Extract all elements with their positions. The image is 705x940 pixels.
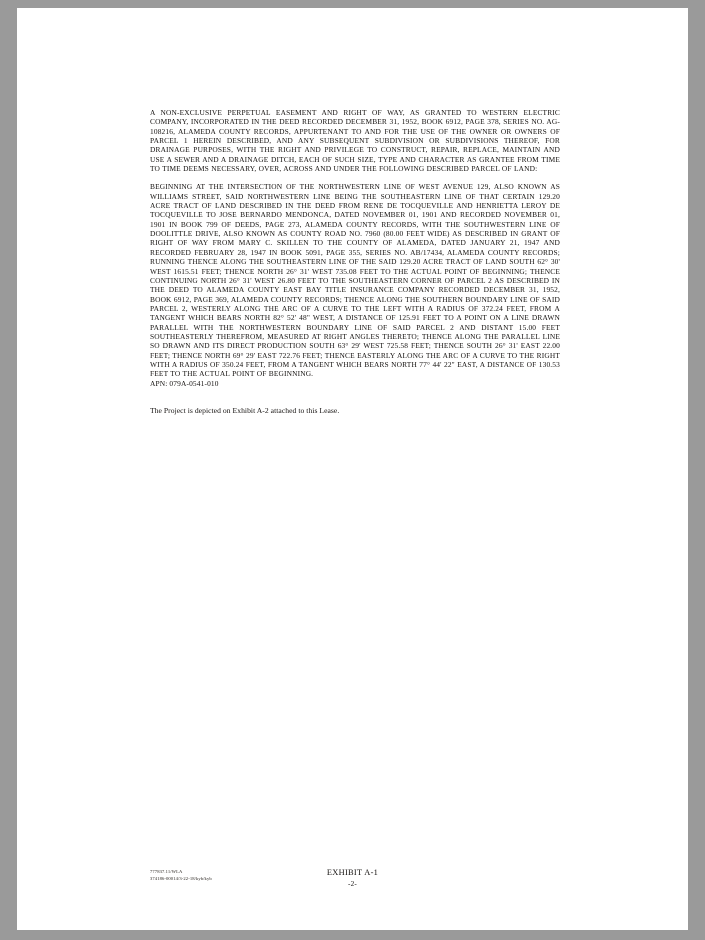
easement-grant-paragraph: A NON-EXCLUSIVE PERPETUAL EASEMENT AND RIGHT OF WAY, AS GRANTED TO WESTERN ELECTRIC COMPANY, INCORPORATED IN THE DEED RECORDED DECEMBER 31, 1952, BOOK 6912, PAGE 378, SERIES NO. AG-108216, ALAMEDA COUNTY RECORDS, APPURTENANT TO AND FOR THE USE OF THE OWNER OR OWNERS OF PARCEL 1 HEREIN DESCRIBED, AND ANY SUBSEQUENT SUBDIVISION OR SUBDIVISIONS THEREOF, FOR DRAINAGE PURPOSES, WITH THE RIGHT AND PRIVILEGE TO CONSTRUCT, REPAIR, REPLACE, MAINTAIN AND USE A SEWER AND A DRAINAGE DITCH, EACH OF SUCH SIZE, TYPE AND CHARACTER AS GRANTEE FROM TIME TO TIME DEEMS NECESSARY, OVER, ACROSS AND UNDER THE FOLLOWING DESCRIBED PARCEL OF LAND: (150, 108, 560, 174)
footer-reference-line-1: 777837.11/WLA (150, 869, 183, 874)
legal-description-paragraph: BEGINNING AT THE INTERSECTION OF THE NORTHWESTERN LINE OF WEST AVENUE 129, ALSO KNOWN AS WILLIAMS STREET, SAID NORTHWESTERN LINE BEING THE SOUTHEASTERN LINE OF THAT CERTAIN 129.20 ACRE TRACT OF LAND DESCRIBED IN THE DEED FROM RENE DE TOCQUEVILLE AND HENRIETTA LEROY DE TOCQUEVILLE TO JOSE BERNARDO MENDONCA, DATED NOVEMBER 01, 1901 AND RECORDED NOVEMBER 01, 1901 IN BOOK 799 OF DEEDS, PAGE 273, ALAMEDA COUNTY RECORDS, WITH THE SOUTHWESTERN LINE OF DOOLITTLE DRIVE, ALSO KNOWN AS COUNTY ROAD NO. 7960 (80.00 FEET WIDE) AS DESCRIBED IN GRANT OF RIGHT OF WAY FROM MARY C. SKILLEN TO THE COUNTY OF ALAMEDA, DATED JANUARY 21, 1947 AND RECORDED FEBRUARY 28, 1947 IN BOOK 5091, PAGE 355, SERIES NO. AB/17434, ALAMEDA COUNTY RECORDS; RUNNING THENCE ALONG THE SOUTHEASTERN LINE OF THE SAID 129.20 ACRE TRACT OF LAND SOUTH 62° 30' WEST 1615.51 FEET; THENCE NORTH 26° 31' WEST 735.08 FEET TO THE ACTUAL POINT OF BEGINNING; THENCE CONTINUING NORTH 26° 31' WEST 26.80 FEET TO THE SOUTHEASTERN CORNER OF PARCEL 2 AS DESCRIBED IN THE DEED TO ALAMEDA COUNTY EAST BAY TITLE INSURANCE COMPANY RECORDED DECEMBER 31, 1952, BOOK 6912, PAGE 369, ALAMEDA COUNTY RECORDS; THENCE ALONG THE SOUTHERN BOUNDARY LINE OF SAID PARCEL 2, WESTERLY ALONG THE ARC OF A CURVE TO THE LEFT WITH A RADIUS OF 372.24 FEET, FROM A TANGENT WHICH BEARS NORTH 82° 52' 48" WEST, A DISTANCE OF 125.91 FEET TO A POINT ON A LINE DRAWN PARALLEL WITH THE NORTHWESTERN BOUNDARY LINE OF SAID PARCEL 2 AND DISTANT 15.00 FEET SOUTHEASTERLY THEREFROM, MEASURED AT RIGHT ANGLES THERETO; THENCE ALONG THE PARALLEL LINE SO DRAWN AND ITS DIRECT PRODUCTION SOUTH 63° 29' WEST 725.58 FEET; THENCE SOUTH 26° 31' EAST 22.00 FEET; THENCE NORTH 69° 29' EAST 722.76 FEET; THENCE EASTERLY ALONG THE ARC OF A CURVE TO THE RIGHT WITH A RADIUS OF 350.24 FEET, FROM A TANGENT WHICH BEARS NORTH 77° 44' 22" EAST, A DISTANCE OF 130.53 FEET TO THE ACTUAL POINT OF BEGINNING. (150, 182, 560, 379)
page-footer (17, 869, 688, 897)
footer-exhibit-block (17, 867, 688, 890)
apn-line: APN: 079A-0541-010 (150, 378, 219, 388)
document-body (150, 108, 560, 416)
closing-note: The Project is depicted on Exhibit A-2 attached to this Lease. (150, 405, 340, 415)
document-page (17, 8, 688, 930)
exhibit-label: EXHIBIT A-1 (326, 868, 379, 877)
footer-reference-line-2: 374186-00014/3-22-18/kyb/kyb (150, 875, 212, 881)
page-number: -2- (348, 880, 357, 888)
